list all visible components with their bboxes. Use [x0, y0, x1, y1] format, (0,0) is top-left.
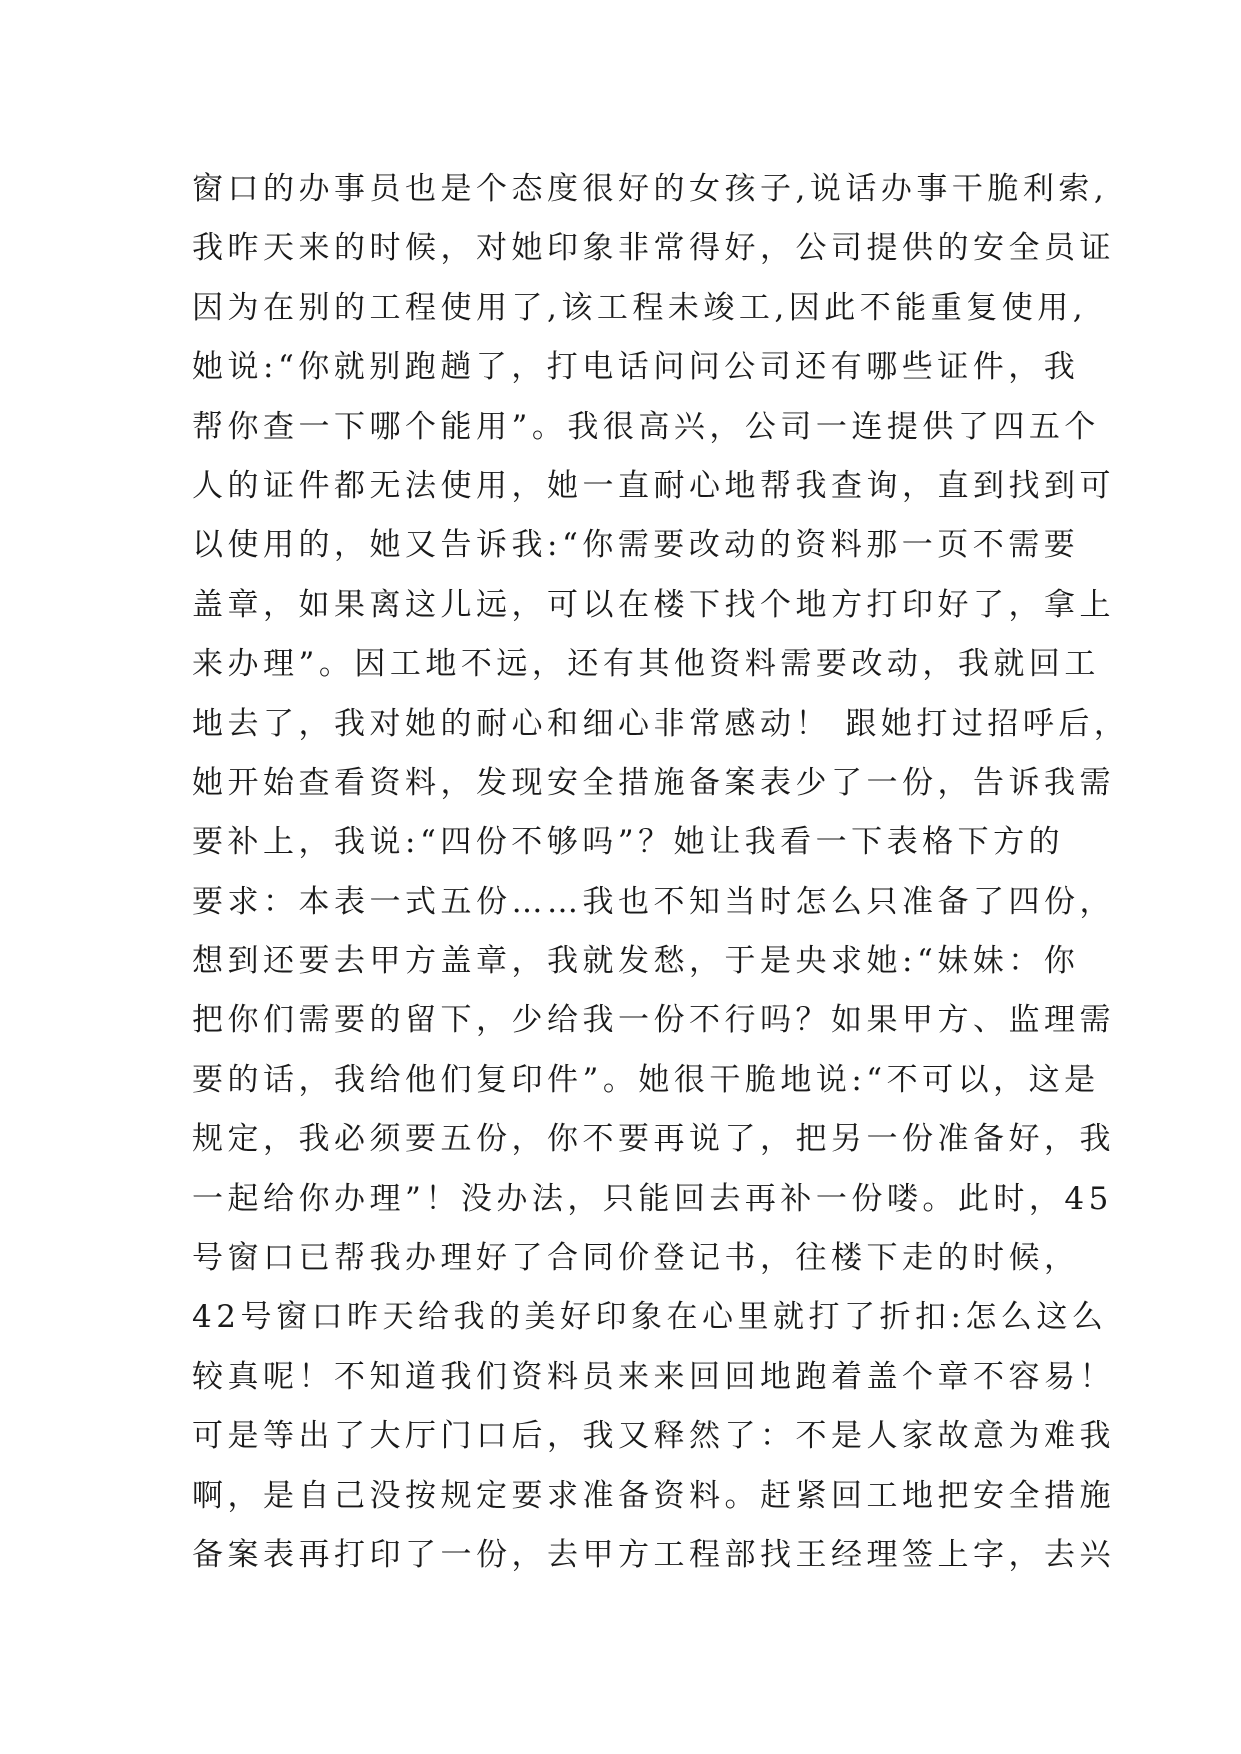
- text-line: 她开始查看资料，发现安全措施备案表少了一份，告诉我需: [192, 764, 1115, 801]
- text-line: 她说:“你就别跑趟了，打电话问问公司还有哪些证件，我: [192, 349, 1080, 386]
- text-line: 要补上，我说:“四份不够吗”？她让我看一下表格下方的: [192, 824, 1065, 861]
- text-line: 一起给你办理”！没办法，只能回去再补一份喽。此时，45: [192, 1180, 1113, 1217]
- text-line: 人的证件都无法使用，她一直耐心地帮我查询，直到找到可: [192, 467, 1115, 504]
- text-line: 我昨天来的时候，对她印象非常得好，公司提供的安全员证: [192, 230, 1115, 267]
- body-text: [192, 160, 1130, 1585]
- text-line: 把你们需要的留下，少给我一份不行吗？如果甲方、监理需: [192, 1002, 1115, 1039]
- text-line: 备案表再打印了一份，去甲方工程部找王经理签上字，去兴: [192, 1536, 1115, 1573]
- text-line: 地去了，我对她的耐心和细心非常感动！ 跟她打过招呼后，: [192, 705, 1130, 742]
- text-line: 盖章，如果离这儿远，可以在楼下找个地方打印好了，拿上: [192, 586, 1115, 623]
- text-line: 啊，是自己没按规定要求准备资料。赶紧回工地把安全措施: [192, 1477, 1115, 1514]
- text-line: 要的话，我给他们复印件”。她很干脆地说:“不可以，这是: [192, 1061, 1100, 1098]
- text-line: 要求：本表一式五份……我也不知当时怎么只准备了四份，: [192, 883, 1115, 920]
- text-line: 帮你查一下哪个能用”。我很高兴，公司一连提供了四五个: [192, 408, 1100, 445]
- text-line: 因为在别的工程使用了,该工程未竣工,因此不能重复使用,: [192, 289, 1088, 326]
- text-line: 规定，我必须要五份，你不要再说了，把另一份准备好，我: [192, 1121, 1115, 1158]
- text-line: 可是等出了大厅门口后，我又释然了：不是人家故意为难我: [192, 1418, 1115, 1455]
- text-line: 较真呢！不知道我们资料员来来回回地跑着盖个章不容易！: [192, 1358, 1115, 1395]
- text-line: 以使用的，她又告诉我:“你需要改动的资料那一页不需要: [192, 527, 1080, 564]
- text-line: 窗口的办事员也是个态度很好的女孩子,说话办事干脆利索,: [192, 171, 1109, 207]
- text-line: 来办理”。因工地不远，还有其他资料需要改动，我就回工: [192, 646, 1100, 683]
- text-line: 号窗口已帮我办理好了合同价登记书，往楼下走的时候，: [192, 1240, 1080, 1277]
- text-line: 想到还要去甲方盖章，我就发愁，于是央求她:“妹妹：你: [192, 943, 1080, 980]
- text-line: 42号窗口昨天给我的美好印象在心里就打了折扣:怎么这么: [192, 1299, 1108, 1336]
